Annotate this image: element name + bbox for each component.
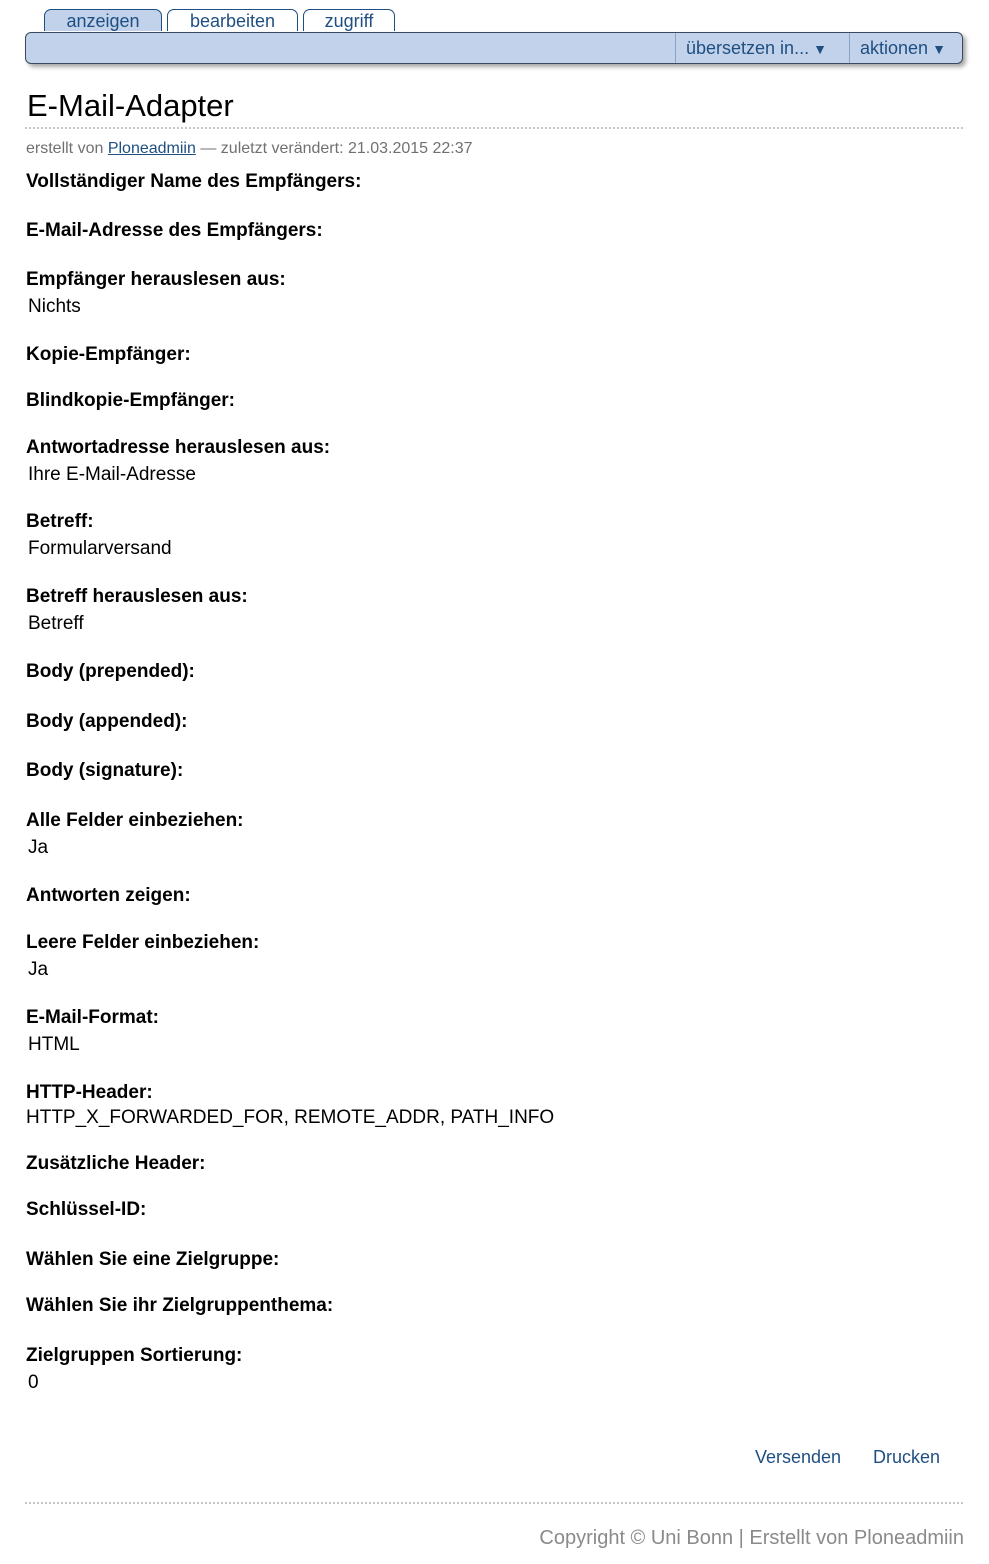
translate-menu-label: übersetzen in...	[686, 38, 810, 58]
field-value: 0	[28, 1372, 39, 1393]
translate-menu[interactable]	[675, 33, 848, 63]
field-value: Nichts	[28, 296, 81, 317]
document-byline	[26, 139, 473, 159]
field-label: Alle Felder einbeziehen:	[26, 810, 244, 831]
field-label: Schlüssel-ID:	[26, 1199, 147, 1220]
field-label: Antwortadresse herauslesen aus:	[26, 437, 331, 458]
tab-zugriff[interactable]: zugriff	[303, 9, 395, 31]
footer-copyright: Copyright © Uni Bonn | Erstellt von Ploneadmiin	[539, 1527, 964, 1549]
field-value: Ihre E-Mail-Adresse	[28, 464, 196, 485]
field-label: Blindkopie-Empfänger:	[26, 390, 236, 411]
byline-prefix: erstellt von	[26, 140, 104, 157]
tab-bearbeiten[interactable]: bearbeiten	[167, 9, 298, 31]
send-link[interactable]: Versenden	[755, 1447, 842, 1467]
field-value: Formularversand	[28, 538, 172, 559]
field-label: HTTP-Header:	[26, 1082, 153, 1103]
field-value: HTML	[28, 1034, 80, 1055]
chevron-down-icon: ▼	[932, 41, 946, 57]
field-label: Body (prepended):	[26, 661, 195, 682]
field-label: Vollständiger Name des Empfängers:	[26, 171, 362, 192]
author-link[interactable]: Ploneadmiin	[107, 140, 196, 157]
field-label: Zielgruppen Sortierung:	[26, 1345, 243, 1366]
field-label: Betreff:	[26, 511, 94, 532]
field-value: HTTP_X_FORWARDED_FOR, REMOTE_ADDR, PATH_INFO	[26, 1107, 555, 1128]
byline-modified: — zuletzt verändert: 21.03.2015 22:37	[200, 140, 473, 157]
field-value: Ja	[28, 959, 49, 980]
content-tabs	[44, 9, 395, 33]
field-label: Betreff herauslesen aus:	[26, 586, 248, 607]
field-value: Betreff	[28, 613, 84, 634]
field-label: Empfänger herauslesen aus:	[26, 269, 286, 290]
tab-anzeigen[interactable]: anzeigen	[44, 9, 162, 31]
field-label: Zusätzliche Header:	[26, 1153, 206, 1174]
field-label: Wählen Sie eine Zielgruppe:	[26, 1249, 280, 1270]
chevron-down-icon: ▼	[813, 41, 827, 57]
field-label: Body (signature):	[26, 760, 184, 781]
field-value: Ja	[28, 837, 49, 858]
page-title: E-Mail-Adapter	[27, 88, 234, 123]
field-label: Wählen Sie ihr Zielgruppenthema:	[26, 1295, 334, 1316]
field-label: Antworten zeigen:	[26, 885, 191, 906]
field-label: E-Mail-Format:	[26, 1007, 159, 1028]
footer-divider	[25, 1502, 963, 1504]
field-label: E-Mail-Adresse des Empfängers:	[26, 220, 323, 241]
field-label: Body (appended):	[26, 711, 188, 732]
field-label: Leere Felder einbeziehen:	[26, 932, 260, 953]
title-divider	[25, 127, 963, 129]
content-actions-bar	[25, 32, 963, 64]
print-link[interactable]: Drucken	[873, 1447, 941, 1467]
actions-menu-label: aktionen	[860, 38, 929, 58]
actions-menu[interactable]	[849, 33, 964, 63]
field-label: Kopie-Empfänger:	[26, 344, 191, 365]
